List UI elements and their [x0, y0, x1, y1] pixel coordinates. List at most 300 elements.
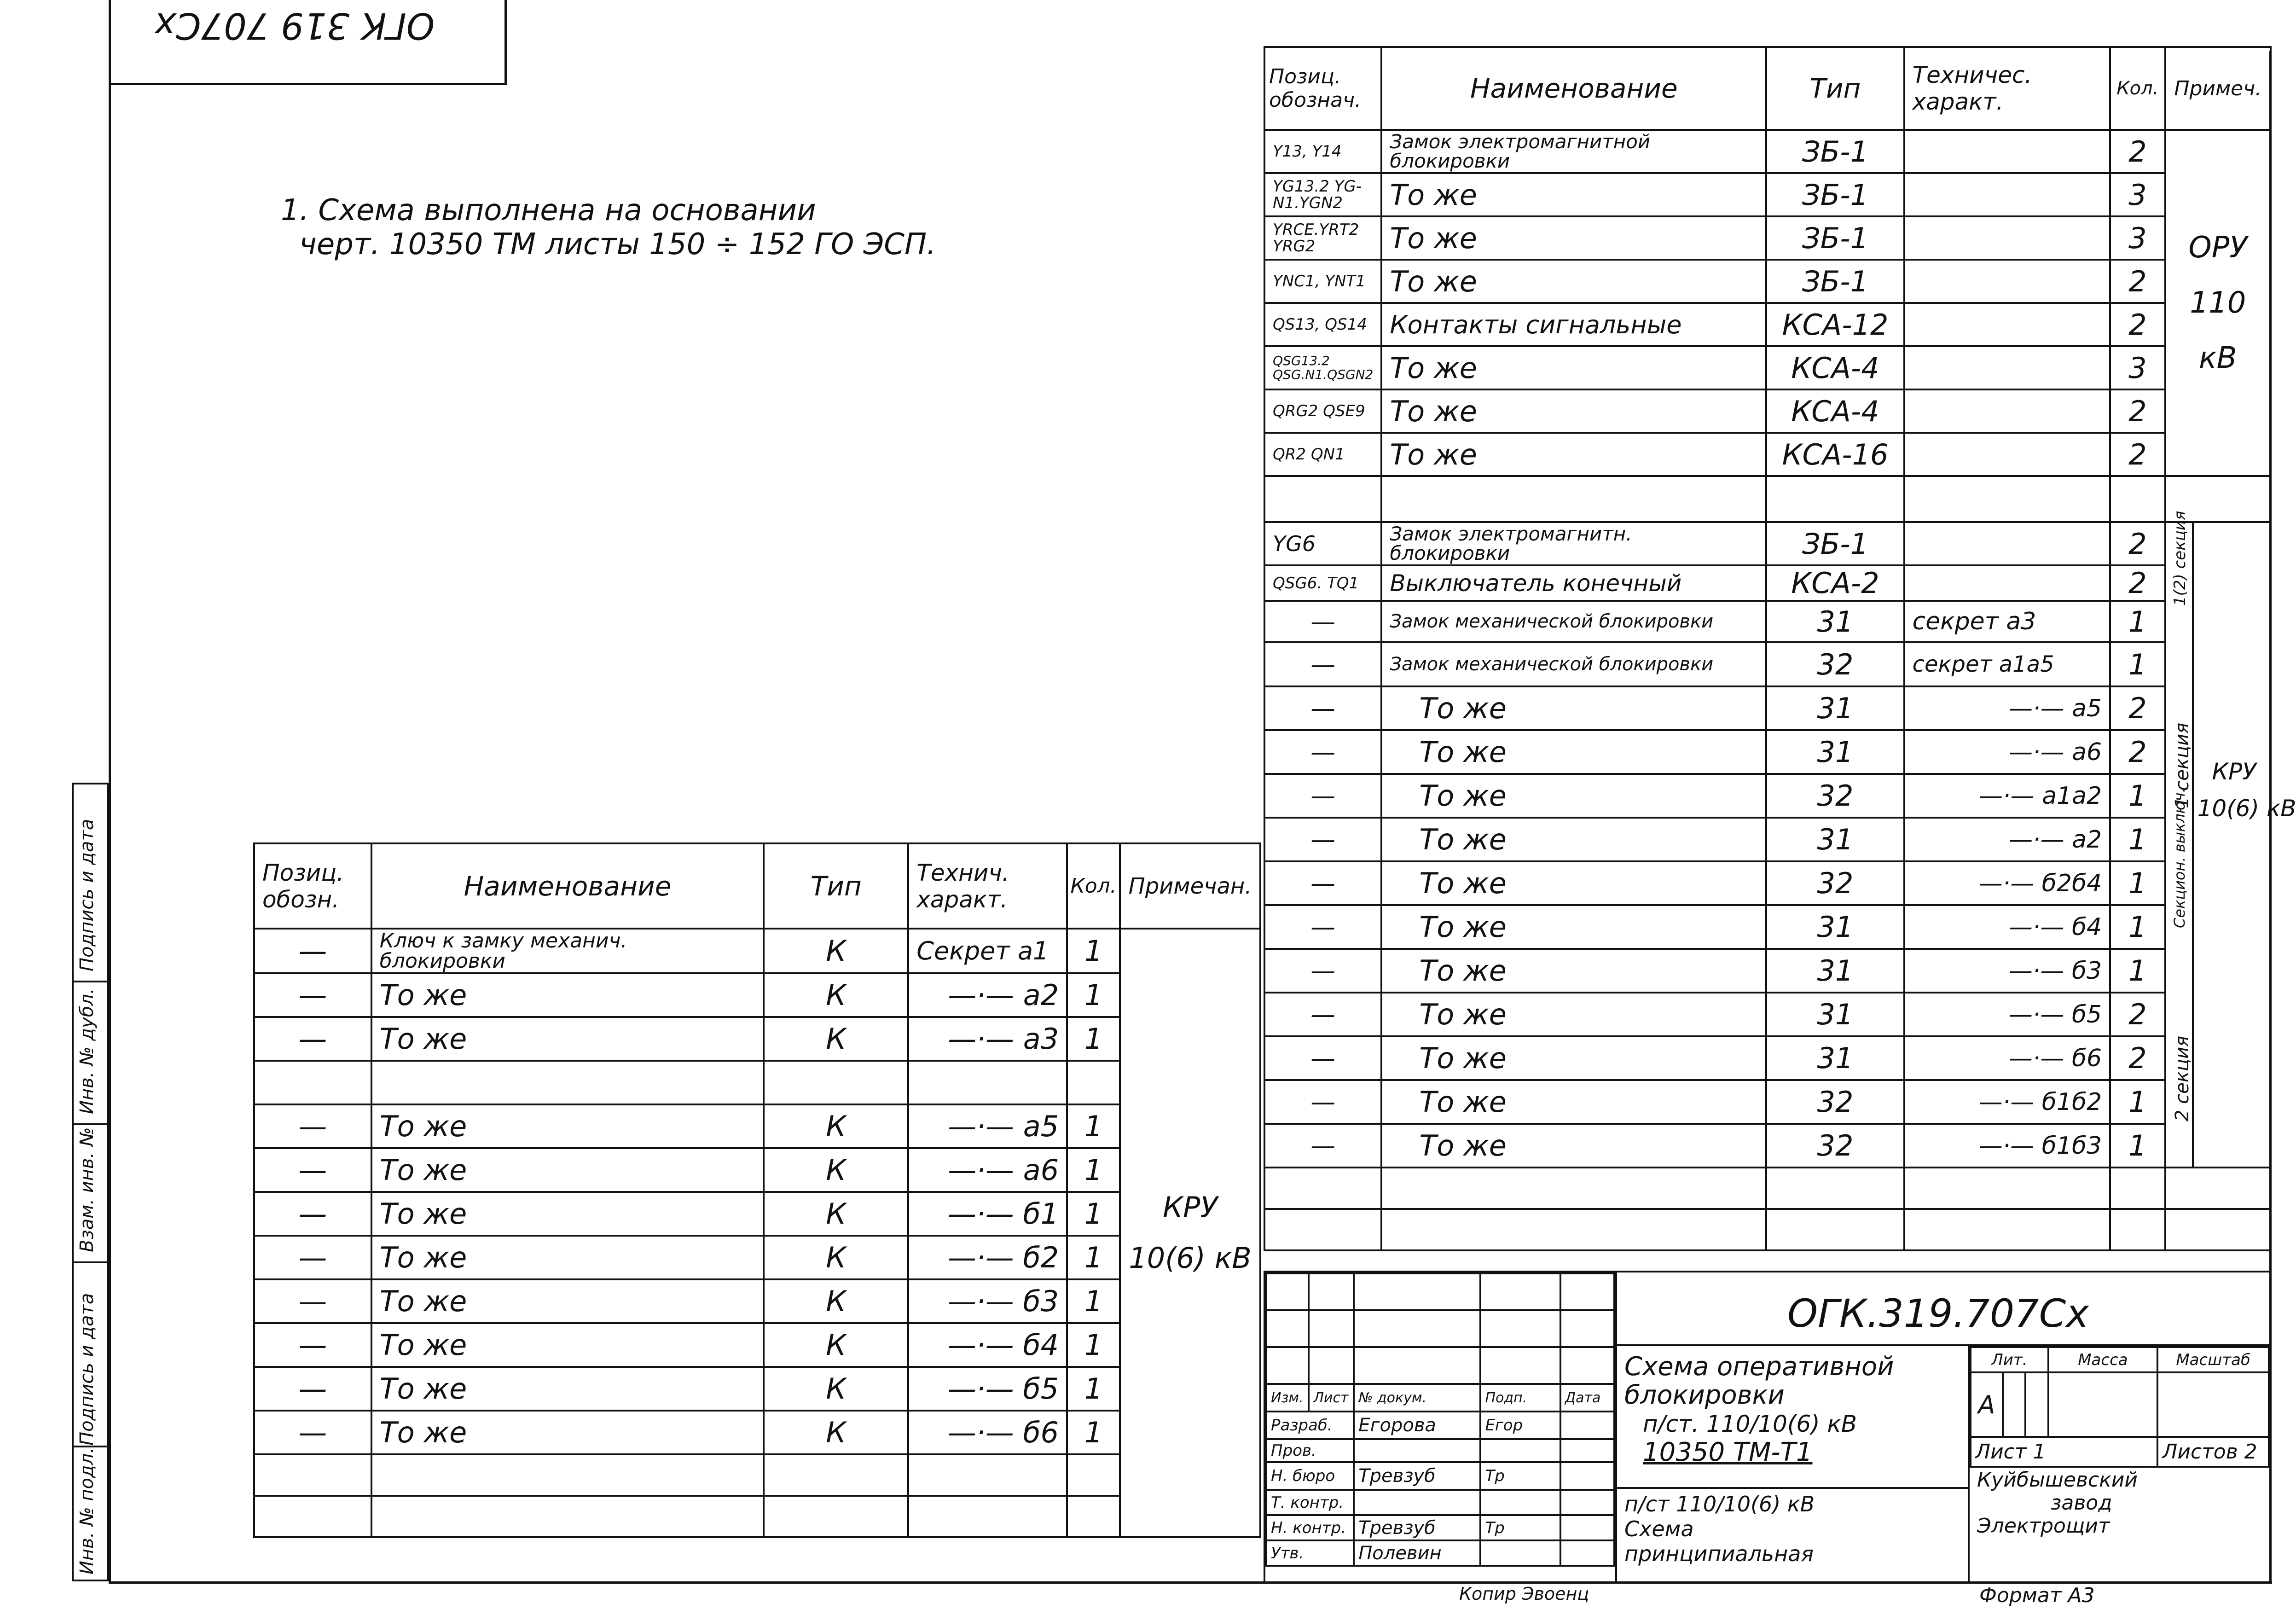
sig-cell [1309, 1347, 1354, 1384]
sig-cell [1480, 1273, 1560, 1310]
right-row-qty: 2 [2110, 730, 2165, 774]
sig-header-doc: № докум. [1354, 1384, 1480, 1412]
left-row-qty: 1 [1067, 973, 1120, 1017]
right-row-qty: 2 [2110, 303, 2165, 346]
title-block [1264, 1271, 2272, 1584]
designation-cell [1615, 1272, 2270, 1346]
left-row-tech: —·— а6 [908, 1148, 1067, 1192]
format-label: Формат А3 [1979, 1584, 2095, 1607]
left-row-tech: —·— а5 [908, 1104, 1067, 1148]
right-row-pos: — [1264, 1080, 1381, 1124]
right-row-tech: секрет а1а5 [1904, 642, 2110, 686]
margin-label-inv-podl: Инв. № подл. [76, 1447, 98, 1574]
right-row-pos: YG13.2 YG-N1.YGN2 [1264, 173, 1381, 216]
right-row-name: То же [1381, 433, 1766, 476]
right-sub-section-2: 2 секция [2171, 1035, 2193, 1121]
left-row-type: К [764, 1148, 908, 1192]
left-row-pos: — [254, 973, 371, 1017]
sig-cell [1354, 1273, 1480, 1310]
right-row-name: Замок механической блокировки [1381, 601, 1766, 642]
left-row-qty: 1 [1067, 1017, 1120, 1061]
left-row-type: К [764, 1236, 908, 1279]
right-row-pos [1264, 1168, 1381, 1209]
org-line3: Электрощит [1977, 1514, 2110, 1538]
sheets-total: Листов 2 [2157, 1437, 2269, 1467]
right-row-type: 32 [1766, 774, 1904, 818]
sig-cell [1309, 1273, 1354, 1310]
sig-date [1560, 1515, 1614, 1540]
left-row-type: К [764, 1192, 908, 1236]
sig-sign [1480, 1439, 1560, 1462]
right-header-tech: Техничес. характ. [1904, 47, 2110, 130]
copied-label: Копир Эвоенц [1459, 1584, 1589, 1604]
right-row-name: Замок электромагнитн. блокировки [1381, 522, 1766, 565]
sig-name: Полевин [1354, 1540, 1480, 1566]
right-row-name: То же [1381, 818, 1766, 861]
sig-header-list: Лист [1309, 1384, 1354, 1412]
right-row-tech [1904, 130, 2110, 173]
right-header-qty: Кол. [2110, 47, 2165, 130]
right-row-name: То же [1381, 949, 1766, 993]
right-row-name: То же [1381, 993, 1766, 1036]
left-row-qty [1067, 1454, 1120, 1496]
right-row-qty: 1 [2110, 774, 2165, 818]
organization-cell [1970, 1466, 2270, 1558]
right-row-qty: 2 [2110, 433, 2165, 476]
sig-header-sign: Подп. [1480, 1384, 1560, 1412]
right-row-tech: —·— а2 [1904, 818, 2110, 861]
drawing-title-cell [1615, 1346, 1970, 1489]
left-row-qty: 1 [1067, 1279, 1120, 1323]
right-row-type: КСА-4 [1766, 346, 1904, 389]
left-row-type: К [764, 1323, 908, 1367]
left-row-qty: 1 [1067, 1367, 1120, 1411]
margin-divider [72, 1446, 109, 1447]
right-row-pos: — [1264, 601, 1381, 642]
right-row-qty: 3 [2110, 173, 2165, 216]
sig-date [1560, 1490, 1614, 1515]
left-row-pos: — [254, 929, 371, 973]
right-row-tech: секрет а3 [1904, 601, 2110, 642]
right-row-pos: — [1264, 818, 1381, 861]
right-row-name: Выключатель конечный [1381, 565, 1766, 601]
right-row-name: То же [1381, 1036, 1766, 1080]
lit-cell [2025, 1372, 2048, 1437]
right-row-qty: 2 [2110, 522, 2165, 565]
sig-cell [1309, 1310, 1354, 1347]
right-row-pos: Y13, Y14 [1264, 130, 1381, 173]
signature-grid [1265, 1272, 1615, 1567]
right-row-pos [1264, 476, 1381, 522]
sig-role: Пров. [1266, 1439, 1354, 1462]
sig-date [1560, 1540, 1614, 1566]
right-row-type: КСА-12 [1766, 303, 1904, 346]
right-row-tech: —·— а6 [1904, 730, 2110, 774]
margin-divider [72, 1261, 109, 1263]
top-stamp-text: ОГК 319 707Сх [155, 5, 435, 46]
reference-line2: Схема [1624, 1516, 1694, 1541]
right-group-kru-line2: 10(6) кВ [2197, 795, 2296, 822]
left-row-type: К [764, 929, 908, 973]
left-header-qty: Кол. [1067, 843, 1120, 929]
sig-sign: Тр [1480, 1515, 1560, 1540]
left-row-tech [908, 1496, 1067, 1537]
right-spec-table [1264, 46, 2296, 1251]
note-line-1: 1. Схема выполнена на основании [281, 193, 816, 227]
sig-date [1560, 1439, 1614, 1462]
reference-line1: п/ст 110/10(6) кВ [1624, 1492, 1815, 1516]
sig-role: Разраб. [1266, 1412, 1354, 1439]
frame-left-line [109, 0, 111, 1583]
right-sub-section-sekts: Секцион. выключ. [2170, 788, 2188, 928]
left-row-type: К [764, 1017, 908, 1061]
right-row-type: 31 [1766, 905, 1904, 949]
sig-cell [1266, 1347, 1309, 1384]
right-row-name: То же [1381, 730, 1766, 774]
top-stamp-box [109, 0, 507, 85]
right-row-pos: — [1264, 686, 1381, 730]
right-row-name: Контакты сигнальные [1381, 303, 1766, 346]
left-row-tech: —·— б3 [908, 1279, 1067, 1323]
note-line-2: черт. 10350 ТМ листы 150 ÷ 152 ГО ЭСП. [299, 227, 936, 261]
left-row-name [371, 1496, 764, 1537]
left-row-pos [254, 1061, 371, 1104]
right-row-name: То же [1381, 774, 1766, 818]
right-row-type: 31 [1766, 1036, 1904, 1080]
right-row-tech: —·— а5 [1904, 686, 2110, 730]
right-row-pos [1264, 1209, 1381, 1250]
sig-name: Тревзуб [1354, 1515, 1480, 1540]
left-row-name: То же [371, 1279, 764, 1323]
right-row-pos: QSG13.2 QSG.N1.QSGN2 [1264, 346, 1381, 389]
sig-cell [1480, 1310, 1560, 1347]
right-group-oru-line2: 110 кВ [2190, 286, 2246, 375]
right-row-tech [1904, 260, 2110, 303]
right-row-tech [1904, 433, 2110, 476]
left-row-pos: — [254, 1104, 371, 1148]
sig-role: Утв. [1266, 1540, 1354, 1566]
right-header-type: Тип [1766, 47, 1904, 130]
right-row-qty: 2 [2110, 260, 2165, 303]
right-row-qty: 1 [2110, 601, 2165, 642]
left-row-type [764, 1454, 908, 1496]
right-row-type [1766, 476, 1904, 522]
left-row-tech [908, 1454, 1067, 1496]
margin-label-podpis-2: Подпись и дата [76, 819, 98, 971]
right-row-tech [1904, 173, 2110, 216]
right-row-qty [2110, 1209, 2165, 1250]
right-row-type: ЗБ-1 [1766, 130, 1904, 173]
right-row-type: 32 [1766, 1124, 1904, 1168]
left-row-qty: 1 [1067, 1192, 1120, 1236]
left-row-tech: —·— б6 [908, 1411, 1067, 1454]
right-sub-section-1: 1 секция [2171, 722, 2193, 808]
sig-role: Т. контр. [1266, 1490, 1354, 1515]
right-row-tech [1904, 476, 2110, 522]
scale-cell [2157, 1372, 2269, 1437]
sig-cell [1354, 1310, 1480, 1347]
left-header-name: Наименование [371, 843, 764, 929]
right-header-pos: Позиц. обознач. [1264, 47, 1381, 130]
sig-cell [1560, 1273, 1614, 1310]
right-row-qty: 2 [2110, 389, 2165, 433]
right-empty-note [2165, 1168, 2271, 1209]
left-group-note [1120, 929, 1260, 1537]
sig-role: Н. контр. [1266, 1515, 1354, 1540]
left-row-type: К [764, 1279, 908, 1323]
left-row-name: То же [371, 973, 764, 1017]
col-header-mass: Масса [2048, 1347, 2158, 1372]
sig-cell [1354, 1347, 1480, 1384]
right-row-type: 31 [1766, 818, 1904, 861]
sig-cell [1560, 1347, 1614, 1384]
right-row-qty: 1 [2110, 1124, 2165, 1168]
right-row-name: Замок электромагнитной блокировки [1381, 130, 1766, 173]
right-row-qty: 3 [2110, 346, 2165, 389]
right-row-qty: 2 [2110, 130, 2165, 173]
right-row-type: КСА-4 [1766, 389, 1904, 433]
margin-label-vzam-inv: Взам. инв. № [76, 1127, 98, 1252]
left-row-tech: —·— б5 [908, 1367, 1067, 1411]
right-row-pos: — [1264, 730, 1381, 774]
right-row-pos: — [1264, 642, 1381, 686]
right-row-qty: 2 [2110, 686, 2165, 730]
sig-sign [1480, 1490, 1560, 1515]
left-row-type [764, 1061, 908, 1104]
right-group-kru [2165, 511, 2296, 1168]
right-group-kru-text [2197, 753, 2296, 827]
right-row-tech: —·— б6 [1904, 1036, 2110, 1080]
right-row-qty: 1 [2110, 642, 2165, 686]
right-row-name: То же [1381, 346, 1766, 389]
right-row-type: ЗБ-1 [1766, 216, 1904, 260]
right-row-qty: 2 [2110, 1036, 2165, 1080]
right-row-qty: 2 [2110, 993, 2165, 1036]
margin-label-podpis-1: Подпись и дата [76, 1293, 98, 1446]
left-row-pos: — [254, 1323, 371, 1367]
left-row-qty: 1 [1067, 1323, 1120, 1367]
left-row-name: То же [371, 1236, 764, 1279]
sig-cell [1480, 1347, 1560, 1384]
right-row-pos: QRG2 QSE9 [1264, 389, 1381, 433]
left-row-type: К [764, 1411, 908, 1454]
left-row-pos: — [254, 1236, 371, 1279]
left-row-tech: —·— б1 [908, 1192, 1067, 1236]
left-row-qty: 1 [1067, 1236, 1120, 1279]
left-row-type: К [764, 1367, 908, 1411]
right-row-qty: 1 [2110, 949, 2165, 993]
right-group-oru [2165, 130, 2271, 476]
designation-text: ОГК.319.707Сх [1787, 1291, 2089, 1336]
right-row-name: То же [1381, 216, 1766, 260]
left-row-pos: — [254, 1017, 371, 1061]
left-header-note: Примечан. [1120, 843, 1260, 929]
margin-divider [72, 981, 109, 982]
left-row-name: Ключ к замку механич. блокировки [371, 929, 764, 973]
note-block [281, 193, 936, 261]
right-row-tech [1904, 346, 2110, 389]
left-row-qty: 1 [1067, 1411, 1120, 1454]
sig-sign: Тр [1480, 1462, 1560, 1490]
left-row-pos [254, 1496, 371, 1537]
left-header-pos: Позиц. обозн. [254, 843, 371, 929]
right-row-pos: — [1264, 774, 1381, 818]
margin-label-inv-dubl: Инв. № дубл. [76, 988, 98, 1114]
left-row-tech: —·— б4 [908, 1323, 1067, 1367]
right-row-type: 31 [1766, 686, 1904, 730]
left-row-name [371, 1061, 764, 1104]
reference-line3: принципиальная [1624, 1541, 1814, 1566]
margin-divider [72, 1123, 109, 1125]
right-row-pos: — [1264, 905, 1381, 949]
right-row-name: То же [1381, 686, 1766, 730]
right-row-type [1766, 1209, 1904, 1250]
right-row-type: 31 [1766, 601, 1904, 642]
org-line2: завод [2051, 1491, 2112, 1515]
right-row-tech [1904, 1209, 2110, 1250]
right-row-type: 31 [1766, 949, 1904, 993]
right-row-qty: 1 [2110, 905, 2165, 949]
right-row-tech: —·— а1а2 [1904, 774, 2110, 818]
sig-header-izm: Изм. [1266, 1384, 1309, 1412]
right-row-pos: QS13, QS14 [1264, 303, 1381, 346]
sig-date [1560, 1412, 1614, 1439]
left-row-name: То же [371, 1411, 764, 1454]
sig-cell [1266, 1310, 1309, 1347]
right-row-qty: 1 [2110, 861, 2165, 905]
left-row-qty [1067, 1496, 1120, 1537]
org-line1: Куйбышевский [1977, 1468, 2138, 1492]
right-row-tech: —·— б1б2 [1904, 1080, 2110, 1124]
stage-letter: А [1971, 1372, 2003, 1437]
left-row-tech: Секрет а1 [908, 929, 1067, 973]
right-row-type: 31 [1766, 730, 1904, 774]
right-row-tech [1904, 1168, 2110, 1209]
left-row-type [764, 1496, 908, 1537]
right-row-tech [1904, 303, 2110, 346]
sig-name [1354, 1439, 1480, 1462]
right-row-pos: YRCE.YRT2 YRG2 [1264, 216, 1381, 260]
right-row-type: 31 [1766, 993, 1904, 1036]
right-row-type: КСА-2 [1766, 565, 1904, 601]
right-row-tech: —·— б1б3 [1904, 1124, 2110, 1168]
right-row-name [1381, 476, 1766, 522]
right-row-tech: —·— б3 [1904, 949, 2110, 993]
left-header-type: Тип [764, 843, 908, 929]
right-row-tech [1904, 389, 2110, 433]
right-row-name: То же [1381, 260, 1766, 303]
left-row-qty: 1 [1067, 1104, 1120, 1148]
right-row-type: ЗБ-1 [1766, 173, 1904, 216]
sig-name: Тревзуб [1354, 1462, 1480, 1490]
left-header-tech: Технич. характ. [908, 843, 1067, 929]
reference-cell [1615, 1489, 1970, 1584]
right-row-qty: 1 [2110, 1080, 2165, 1124]
right-row-pos: QR2 QN1 [1264, 433, 1381, 476]
left-row-tech: —·— а3 [908, 1017, 1067, 1061]
right-row-type: ЗБ-1 [1766, 260, 1904, 303]
right-sub-section-1-2: 1(2) секция [2170, 511, 2189, 606]
drawing-title-line3: п/ст. 110/10(6) кВ [1643, 1411, 1857, 1437]
left-spec-table [253, 842, 1261, 1538]
right-row-pos: — [1264, 993, 1381, 1036]
sheet-number: Лист 1 [1971, 1437, 2157, 1467]
right-row-pos: — [1264, 1036, 1381, 1080]
left-row-tech: —·— а2 [908, 973, 1067, 1017]
left-row-type: К [764, 1104, 908, 1148]
right-group-oru-line1: ОРУ [2188, 231, 2248, 265]
left-row-pos: — [254, 1411, 371, 1454]
drawing-title-line2: блокировки [1624, 1380, 1785, 1410]
right-row-type: КСА-16 [1766, 433, 1904, 476]
sig-name [1354, 1490, 1480, 1515]
left-row-qty: 1 [1067, 929, 1120, 973]
right-row-tech [1904, 216, 2110, 260]
left-row-tech: —·— б2 [908, 1236, 1067, 1279]
sig-header-date: Дата [1560, 1384, 1614, 1412]
right-row-name: То же [1381, 861, 1766, 905]
right-row-tech: —·— б5 [1904, 993, 2110, 1036]
left-row-pos: — [254, 1367, 371, 1411]
right-row-type: 32 [1766, 861, 1904, 905]
left-row-type: К [764, 973, 908, 1017]
left-row-pos: — [254, 1279, 371, 1323]
drawing-title-line4: 10350 ТМ-Т1 [1643, 1437, 1813, 1467]
right-row-type [1766, 1168, 1904, 1209]
right-row-pos: YNC1, YNT1 [1264, 260, 1381, 303]
mass-cell [2048, 1372, 2158, 1437]
right-row-name: То же [1381, 389, 1766, 433]
sig-cell [1266, 1273, 1309, 1310]
left-row-name: То же [371, 1017, 764, 1061]
right-row-type: 32 [1766, 1080, 1904, 1124]
right-row-qty [2110, 476, 2165, 522]
right-row-name: То же [1381, 1124, 1766, 1168]
left-row-pos: — [254, 1148, 371, 1192]
left-row-name [371, 1454, 764, 1496]
right-row-qty [2110, 1168, 2165, 1209]
right-row-tech [1904, 522, 2110, 565]
right-row-name: То же [1381, 173, 1766, 216]
sig-name: Егорова [1354, 1412, 1480, 1439]
right-row-pos: — [1264, 949, 1381, 993]
left-row-name: То же [371, 1323, 764, 1367]
left-group-note-line1: КРУ [1162, 1191, 1218, 1224]
right-row-pos: QSG6. TQ1 [1264, 565, 1381, 601]
right-row-tech: —·— б2б4 [1904, 861, 2110, 905]
sig-date [1560, 1462, 1614, 1490]
left-row-pos [254, 1454, 371, 1496]
right-row-name [1381, 1168, 1766, 1209]
right-row-qty: 3 [2110, 216, 2165, 260]
left-group-note-line2: 10(6) кВ [1129, 1241, 1252, 1275]
left-row-tech [908, 1061, 1067, 1104]
right-empty-note [2165, 1209, 2271, 1250]
left-row-qty: 1 [1067, 1148, 1120, 1192]
right-row-tech [1904, 565, 2110, 601]
right-row-name: То же [1381, 905, 1766, 949]
sig-sign [1480, 1540, 1560, 1566]
sig-role: Н. бюро [1266, 1462, 1354, 1490]
left-row-name: То же [371, 1148, 764, 1192]
right-header-name: Наименование [1381, 47, 1766, 130]
right-row-pos: — [1264, 1124, 1381, 1168]
left-row-name: То же [371, 1104, 764, 1148]
left-row-name: То же [371, 1367, 764, 1411]
right-row-type: 32 [1766, 642, 1904, 686]
right-row-name [1381, 1209, 1766, 1250]
right-row-pos: — [1264, 861, 1381, 905]
